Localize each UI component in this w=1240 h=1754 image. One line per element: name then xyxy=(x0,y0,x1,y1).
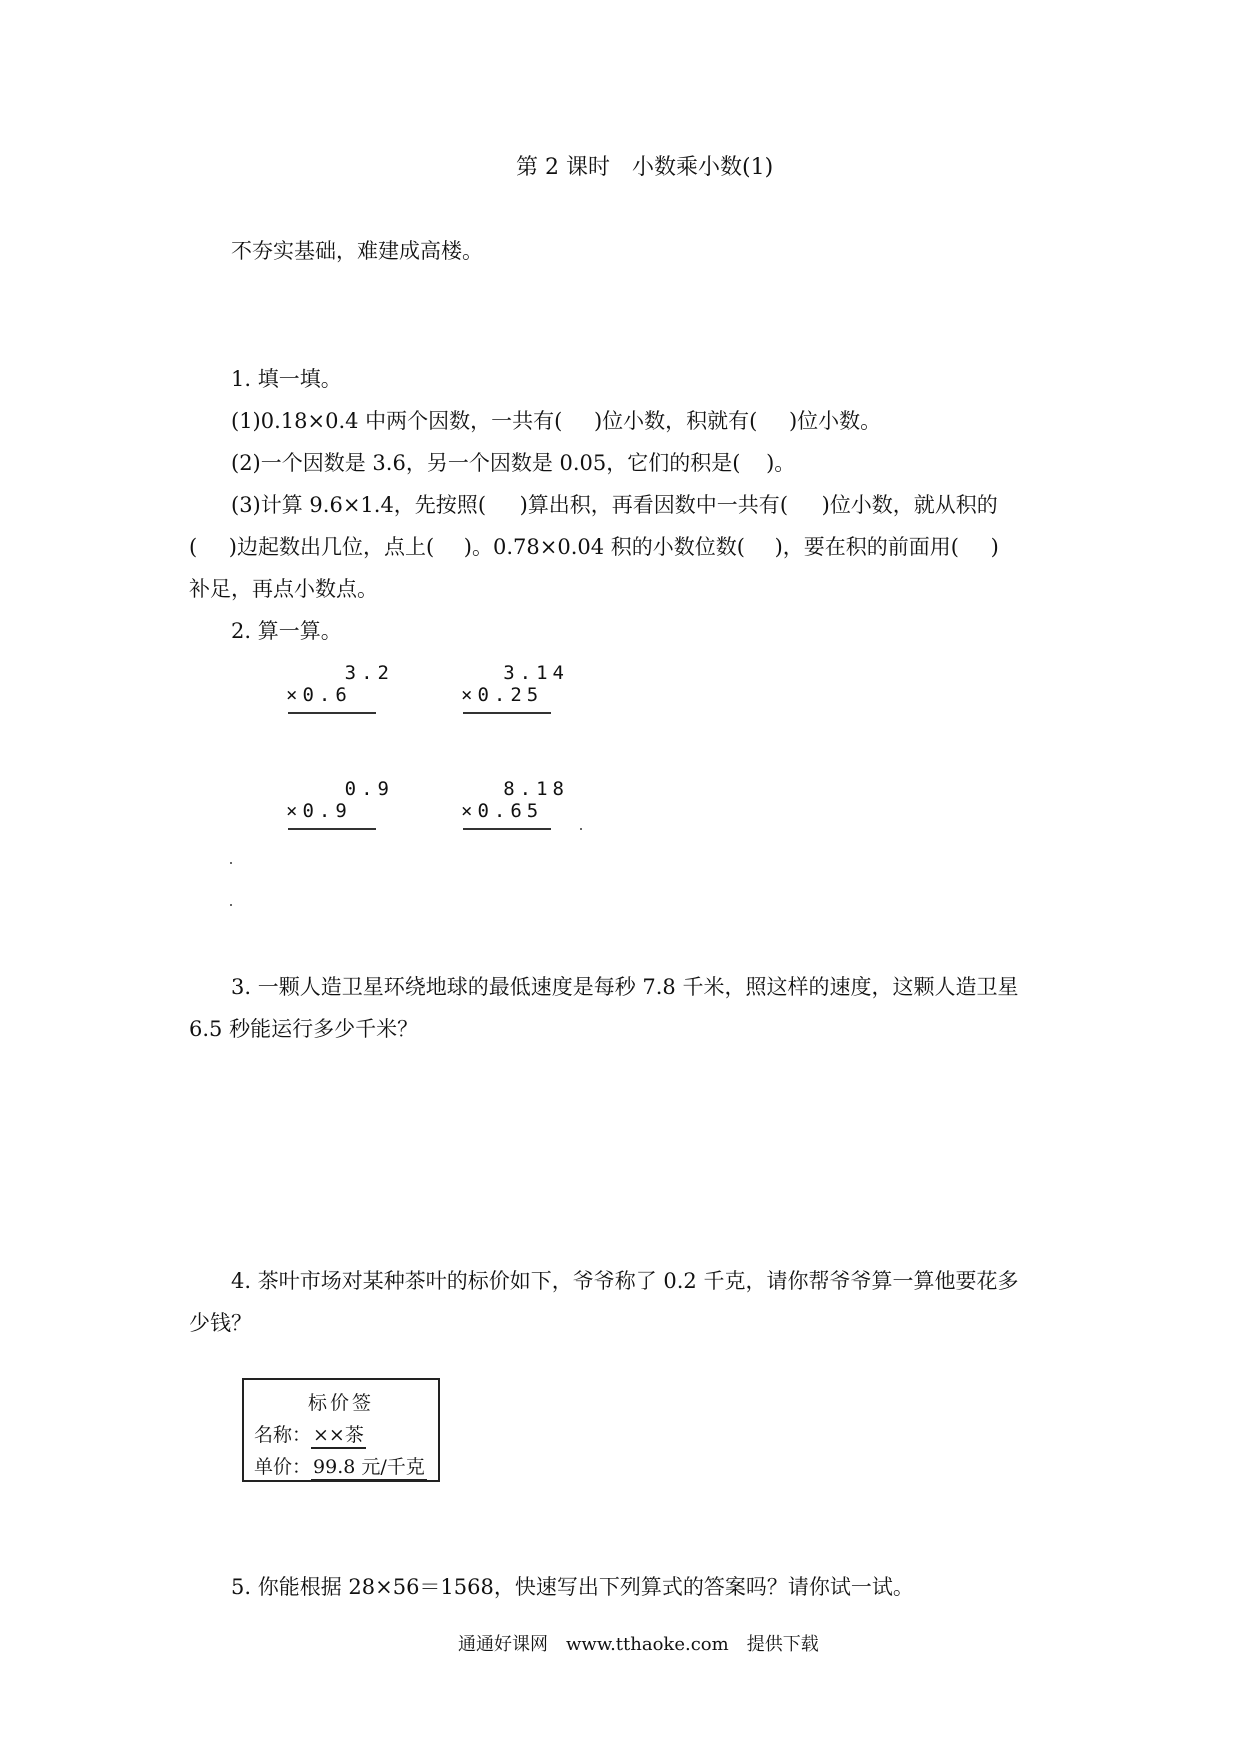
q1-part3 xyxy=(231,490,998,520)
blank-paren[interactable] xyxy=(189,532,237,562)
calc-top: 3.2 xyxy=(344,662,394,684)
page-footer: 通通好课网 www.tthaoke.com 提供下载 xyxy=(458,1634,819,1655)
blank-paren[interactable] xyxy=(737,532,783,562)
scan-speck xyxy=(580,828,582,830)
q1-part1 xyxy=(231,406,881,436)
q1-part3-text-c: 位小数，就从积的 xyxy=(829,493,998,517)
q1-part3-text-f: ，要在积的前面用 xyxy=(782,535,951,559)
calc-underline xyxy=(463,712,551,714)
calc-bottom: ×0.9 xyxy=(286,800,352,822)
q1-part2-text-b: 。 xyxy=(774,451,796,475)
calc-top: 0.9 xyxy=(344,778,394,800)
q1-heading: 1. 填一填。 xyxy=(231,367,342,391)
q1-part3-end: 补足，再点小数点。 xyxy=(189,577,378,601)
blank-paren[interactable] xyxy=(749,406,797,436)
q1-part3-text-d: 边起数出几位，点上 xyxy=(237,535,426,559)
page-title: 第 2 课时 小数乘小数(1) xyxy=(516,155,774,180)
calc-underline xyxy=(288,828,376,830)
q1-part1-text-c: 位小数。 xyxy=(797,409,882,433)
price-tag-heading: 标价签 xyxy=(307,1392,374,1414)
q1-part2 xyxy=(231,448,795,478)
q5-line1: 5. 你能根据 28×56＝1568，快速写出下列算式的答案吗？请你试一试。 xyxy=(231,1575,914,1599)
blank-paren[interactable] xyxy=(780,490,830,520)
price-tag-name-label: 名称： xyxy=(254,1424,312,1446)
calc-top: 8.18 xyxy=(503,778,569,800)
price-tag-price-row xyxy=(254,1452,427,1481)
q3-line2: 6.5 秒能运行多少千米？ xyxy=(189,1017,419,1041)
q4-line2: 少钱？ xyxy=(189,1311,252,1335)
calc-top: 3.14 xyxy=(503,662,569,684)
q1-part3-text-b: 算出积，再看因数中一共有 xyxy=(527,493,780,517)
calc-underline xyxy=(463,828,551,830)
q2-heading: 2. 算一算。 xyxy=(231,619,342,643)
calc-bottom: ×0.65 xyxy=(461,800,544,822)
q1-part1-text-a: (1)0.18×0.4 中两个因数，一共有 xyxy=(231,409,555,433)
scan-speck xyxy=(230,862,232,864)
calc-bottom: ×0.6 xyxy=(286,684,352,706)
price-tag-price-value: 99.8 元/千克 xyxy=(311,1455,427,1481)
blank-paren[interactable] xyxy=(554,406,602,436)
q1-part1-text-b: 位小数，积就有 xyxy=(602,409,750,433)
blank-paren[interactable] xyxy=(732,448,774,478)
q1-part2-text-a: (2)一个因数是 3.6，另一个因数是 0.05，它们的积是 xyxy=(231,451,733,475)
calc-bottom: ×0.25 xyxy=(461,684,544,706)
blank-paren[interactable] xyxy=(951,532,999,562)
q4-line1: 4. 茶叶市场对某种茶叶的标价如下，爷爷称了 0.2 千克，请你帮爷爷算一算他要花多 xyxy=(231,1269,1019,1293)
calc-underline xyxy=(288,712,376,714)
price-tag-name-row xyxy=(254,1420,366,1449)
price-tag xyxy=(242,1378,440,1482)
scan-speck xyxy=(230,904,232,906)
price-tag-price-label: 单价： xyxy=(254,1456,312,1478)
motto: 不夯实基础，难建成高楼。 xyxy=(231,239,483,263)
blank-paren[interactable] xyxy=(426,532,472,562)
q1-part3-text-e: 。0.78×0.04 积的小数位数 xyxy=(472,535,737,559)
price-tag-name-value: ××茶 xyxy=(311,1423,366,1449)
q3-line1: 3. 一颗人造卫星环绕地球的最低速度是每秒 7.8 千米，照这样的速度，这颗人造卫星 xyxy=(231,975,1019,999)
q1-part3-text-a: (3)计算 9.6×1.4，先按照 xyxy=(231,493,478,517)
blank-paren[interactable] xyxy=(478,490,528,520)
q1-part3-cont xyxy=(189,532,999,562)
